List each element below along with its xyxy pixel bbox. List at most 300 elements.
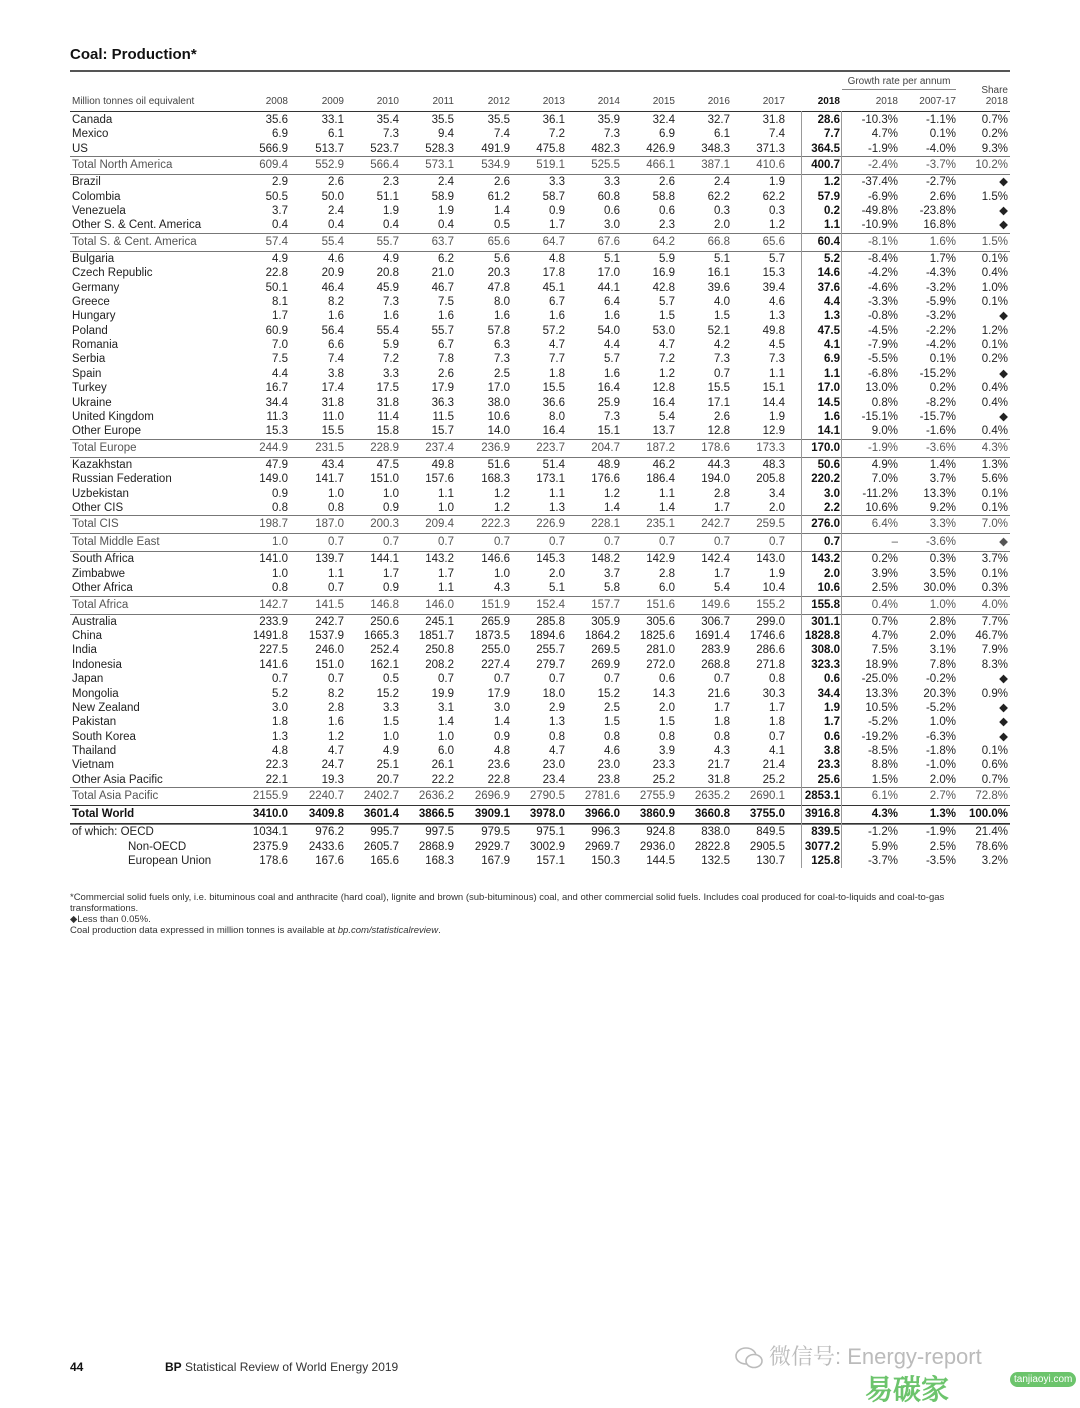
growth-0717-cell: 1.4% <box>929 458 956 471</box>
value-cell: 1851.7 <box>418 629 454 642</box>
value-cell: 31.8 <box>376 396 399 409</box>
column-divider <box>841 111 842 868</box>
value-cell: 252.4 <box>370 644 399 657</box>
value-cell: 0.8 <box>604 730 620 743</box>
growth-0717-cell: 2.6% <box>929 190 956 203</box>
value-cell: 8.2 <box>328 295 344 308</box>
value-cell: 233.9 <box>259 615 288 628</box>
value-cell: 4.2 <box>714 339 730 352</box>
growth-2018-cell: -15.1% <box>861 411 898 424</box>
growth-2018-cell: 0.8% <box>871 396 898 409</box>
value-cell: 15.7 <box>431 425 454 438</box>
value-cell: 259.5 <box>756 518 785 531</box>
value-cell: 3.3 <box>604 176 620 189</box>
growth-0717-cell: 2.0% <box>929 629 956 642</box>
growth-2018-cell: 9.0% <box>871 425 898 438</box>
growth-0717-cell: 7.8% <box>929 658 956 671</box>
value-cell: 142.9 <box>646 553 675 566</box>
row-label: Uzbekistan <box>72 487 129 500</box>
value-cell: 475.8 <box>536 142 565 155</box>
value-cell: 6.0 <box>659 582 675 595</box>
data-table <box>70 113 1010 868</box>
table-row <box>70 687 1010 701</box>
value-cell: 513.7 <box>315 142 344 155</box>
value-cell: 0.7 <box>438 536 454 549</box>
table-row <box>70 281 1010 295</box>
value-cell: 0.7 <box>328 582 344 595</box>
row-label: Thailand <box>72 745 117 758</box>
value-cell: 23.8 <box>597 773 620 786</box>
value-cell: 0.7 <box>714 536 730 549</box>
value-cell: 1.9 <box>769 411 785 424</box>
value-cell: 1.0 <box>438 501 454 514</box>
footnote-link[interactable]: bp.com/statisticalreview <box>337 925 439 936</box>
growth-0717-cell: -3.6% <box>925 536 956 549</box>
value-cell: 4.4 <box>272 367 288 380</box>
growth-0717-cell: 16.8% <box>923 219 956 232</box>
growth-2018-cell: 18.9% <box>865 658 898 671</box>
table-row <box>70 487 1010 501</box>
value-cell: 1.7 <box>714 501 730 514</box>
value-cell: 1.4 <box>494 204 510 217</box>
share-cell: ◆ <box>999 716 1008 729</box>
value-cell: 9.4 <box>438 128 454 141</box>
value-cell: 30.3 <box>762 687 785 700</box>
value-cell: 34.4 <box>265 396 288 409</box>
value-cell: 151.6 <box>646 598 675 611</box>
growth-0717-cell: 1.3% <box>929 808 956 821</box>
value-cell: 61.2 <box>487 190 510 203</box>
value-cell: 305.6 <box>646 615 675 628</box>
growth-0717-cell: -3.7% <box>925 159 956 172</box>
table-total-row <box>70 439 1010 457</box>
value-cell: 5.7 <box>604 353 620 366</box>
share-cell: 46.7% <box>975 629 1008 642</box>
value-cell: 35.9 <box>597 114 620 126</box>
share-cell: 1.5% <box>981 235 1008 248</box>
value-cell: 3860.9 <box>639 808 675 821</box>
value-cell: 1.5 <box>659 716 675 729</box>
row-label: Total Europe <box>72 441 137 454</box>
value-cell: 838.0 <box>701 826 730 839</box>
value-cell: 22.8 <box>265 267 288 280</box>
value-cell: 2.6 <box>494 176 510 189</box>
value-cell: 46.7 <box>431 281 454 294</box>
value-cell: 306.7 <box>701 615 730 628</box>
value-cell: 246.0 <box>315 644 344 657</box>
row-label: Japan <box>72 673 104 686</box>
value-cell: 525.5 <box>591 159 620 172</box>
growth-2018-cell: 4.9% <box>871 458 898 471</box>
value-cell: 18.0 <box>542 687 565 700</box>
value-cell: 5.1 <box>714 252 730 265</box>
value-cell: 17.5 <box>376 382 399 395</box>
growth-2018-cell: 6.4% <box>871 518 898 531</box>
value-cell: 2.0 <box>659 701 675 714</box>
value-cell: 25.1 <box>376 759 399 772</box>
share-cell: ◆ <box>999 204 1008 217</box>
value-cell: 12.8 <box>707 425 730 438</box>
growth-0717-cell: 2.5% <box>929 840 956 853</box>
value-cell: 3.4 <box>769 487 785 500</box>
value-cell: 1691.4 <box>694 629 730 642</box>
value-cell: 168.3 <box>425 855 454 868</box>
value-cell: 11.0 <box>322 411 344 424</box>
value-cell: 2155.9 <box>252 790 288 803</box>
value-cell: 1825.6 <box>639 629 675 642</box>
value-2018: 6.9 <box>824 353 840 366</box>
share-cell: 78.6% <box>975 840 1008 853</box>
value-cell: 4.1 <box>769 745 785 758</box>
share-cell: ◆ <box>999 367 1008 380</box>
value-cell: 66.8 <box>707 235 730 248</box>
value-cell: 130.7 <box>756 855 785 868</box>
share-cell: 100.0% <box>968 808 1008 821</box>
growth-2018-cell: 7.5% <box>871 644 898 657</box>
growth-0717-cell: 1.0% <box>929 716 956 729</box>
share-cell: 4.3% <box>981 441 1008 454</box>
value-cell: 1.1 <box>769 367 785 380</box>
value-cell: 609.4 <box>259 159 288 172</box>
growth-2018-cell: 10.5% <box>865 701 898 714</box>
value-cell: 0.4 <box>438 219 454 232</box>
value-cell: 46.2 <box>652 458 675 471</box>
row-label: of which: OECD <box>72 826 154 839</box>
value-2018: 3.0 <box>824 487 840 500</box>
value-cell: 1894.6 <box>529 629 565 642</box>
value-cell: 534.9 <box>481 159 510 172</box>
value-cell: 4.7 <box>549 339 565 352</box>
value-cell: 348.3 <box>701 142 730 155</box>
year-header: 2015 <box>652 96 675 107</box>
year-header: 2014 <box>597 96 620 107</box>
growth-0717-cell: 0.2% <box>929 382 956 395</box>
value-cell: 1.8 <box>714 716 730 729</box>
value-cell: 2636.2 <box>418 790 454 803</box>
row-label: Romania <box>72 339 119 352</box>
table-row <box>70 324 1010 338</box>
year-header: 2016 <box>707 96 730 107</box>
growth-0717-cell: -15.7% <box>919 411 956 424</box>
growth-2018-cell: -5.2% <box>867 716 898 729</box>
value-cell: 141.6 <box>259 658 288 671</box>
value-cell: 5.9 <box>659 252 675 265</box>
value-cell: 31.8 <box>762 114 785 126</box>
growth-0717-cell: -5.2% <box>925 701 956 714</box>
value-cell: 979.5 <box>481 826 510 839</box>
value-cell: 0.9 <box>549 204 565 217</box>
value-2018: 37.6 <box>817 281 840 294</box>
growth-0717-cell: -1.9% <box>925 826 956 839</box>
value-cell: 1665.3 <box>363 629 399 642</box>
value-cell: 32.7 <box>707 114 730 126</box>
value-cell: 17.0 <box>487 382 510 395</box>
year-header: 2013 <box>542 96 565 107</box>
value-cell: 849.5 <box>756 826 785 839</box>
value-cell: 53.0 <box>652 324 675 337</box>
value-cell: 0.7 <box>328 536 344 549</box>
value-cell: 4.3 <box>714 745 730 758</box>
share-cell: 0.9% <box>981 687 1008 700</box>
value-cell: 47.9 <box>265 458 288 471</box>
growth-rate-header: Growth rate per annum <box>847 76 951 87</box>
table-total-row <box>70 596 1010 614</box>
value-cell: 0.9 <box>494 730 510 743</box>
value-cell: 0.3 <box>769 204 785 217</box>
watermark-text: 微信号: Energy-report <box>769 1344 982 1369</box>
value-cell: 6.3 <box>494 339 510 352</box>
value-cell: 25.2 <box>652 773 675 786</box>
growth-2018-cell: -10.9% <box>861 219 898 232</box>
value-cell: 281.0 <box>646 644 675 657</box>
value-2018: 1.9 <box>824 701 840 714</box>
value-cell: 49.8 <box>762 324 785 337</box>
row-label: Brazil <box>72 176 101 189</box>
share-cell: 7.9% <box>981 644 1008 657</box>
share-year: 2018 <box>985 96 1008 107</box>
value-cell: 0.8 <box>549 730 565 743</box>
table-world-row <box>70 805 1010 824</box>
value-cell: 167.9 <box>481 855 510 868</box>
value-cell: 157.1 <box>536 855 565 868</box>
table-row <box>70 840 1010 854</box>
row-label: Total World <box>72 808 135 821</box>
value-cell: 245.1 <box>425 615 454 628</box>
growth-2018-cell: -7.9% <box>867 339 898 352</box>
value-cell: 1.0 <box>438 730 454 743</box>
value-cell: 23.0 <box>597 759 620 772</box>
share-cell: ◆ <box>999 310 1008 323</box>
share-cell: 3.7% <box>981 553 1008 566</box>
value-cell: 1.4 <box>659 501 675 514</box>
value-cell: 2755.9 <box>639 790 675 803</box>
growth-2018-cell: -1.9% <box>867 142 898 155</box>
table-row <box>70 472 1010 486</box>
value-cell: 1.6 <box>438 310 454 323</box>
value-cell: 23.4 <box>542 773 565 786</box>
value-cell: 387.1 <box>701 159 730 172</box>
value-cell: 194.0 <box>701 473 730 486</box>
value-2018: 276.0 <box>811 518 840 531</box>
value-cell: 0.5 <box>383 673 399 686</box>
table-row <box>70 824 1010 839</box>
value-cell: 2.3 <box>659 219 675 232</box>
growth-2018-cell: -0.8% <box>867 310 898 323</box>
value-2018: 1.3 <box>824 310 840 323</box>
value-cell: 1.5 <box>659 310 675 323</box>
value-cell: 7.7 <box>549 353 565 366</box>
value-2018: 3.8 <box>824 745 840 758</box>
growth-2018-cell: 10.6% <box>865 501 898 514</box>
value-cell: 45.9 <box>376 281 399 294</box>
table-row <box>70 381 1010 395</box>
growth-2018-cell: -3.3% <box>867 295 898 308</box>
share-cell: 5.6% <box>981 473 1008 486</box>
value-cell: 50.0 <box>321 190 344 203</box>
value-cell: 2822.8 <box>694 840 730 853</box>
value-cell: 162.1 <box>370 658 399 671</box>
value-cell: 204.7 <box>591 441 620 454</box>
value-cell: 8.0 <box>494 295 510 308</box>
value-cell: 2.6 <box>438 367 454 380</box>
value-cell: 7.5 <box>272 353 288 366</box>
year-header: 2018 <box>817 96 840 107</box>
row-label: Canada <box>72 114 113 126</box>
value-cell: 45.1 <box>542 281 565 294</box>
table-row <box>70 367 1010 381</box>
value-cell: 17.8 <box>542 267 565 280</box>
value-2018: 2853.1 <box>804 790 840 803</box>
share-cell: 0.2% <box>981 353 1008 366</box>
value-cell: 4.7 <box>549 745 565 758</box>
value-2018: 1.1 <box>824 367 840 380</box>
value-cell: 23.3 <box>652 759 675 772</box>
value-cell: 268.8 <box>701 658 730 671</box>
table-row <box>70 266 1010 280</box>
value-cell: 8.0 <box>549 411 565 424</box>
value-cell: 0.6 <box>604 204 620 217</box>
value-cell: 0.6 <box>659 673 675 686</box>
row-label: Spain <box>72 367 102 380</box>
row-label: Kazakhstan <box>72 458 133 471</box>
value-cell: 2.5 <box>494 367 510 380</box>
value-cell: 426.9 <box>646 142 675 155</box>
growth-2018-cell: 1.5% <box>871 773 898 786</box>
value-cell: 1491.8 <box>252 629 288 642</box>
growth-0717-cell: 3.3% <box>929 518 956 531</box>
value-cell: 2402.7 <box>363 790 399 803</box>
value-2018: 170.0 <box>811 441 840 454</box>
value-cell: 11.5 <box>432 411 454 424</box>
value-cell: 4.9 <box>383 745 399 758</box>
growth-0717-cell: 0.1% <box>929 128 956 141</box>
value-cell: 157.7 <box>591 598 620 611</box>
value-cell: 1.0 <box>383 487 399 500</box>
share-cell: ◆ <box>999 701 1008 714</box>
value-2018: 57.9 <box>817 190 840 203</box>
value-cell: 21.7 <box>707 759 730 772</box>
row-label: Total S. & Cent. America <box>72 235 197 248</box>
value-cell: 4.6 <box>328 252 344 265</box>
value-cell: 0.7 <box>714 673 730 686</box>
row-label: Germany <box>72 281 120 294</box>
value-cell: 4.3 <box>494 582 510 595</box>
table-total-row <box>70 515 1010 533</box>
value-cell: 200.3 <box>370 518 399 531</box>
value-cell: 1.6 <box>494 310 510 323</box>
value-cell: 48.9 <box>597 458 620 471</box>
table-total-row <box>70 233 1010 251</box>
value-cell: 4.6 <box>769 295 785 308</box>
value-cell: 3.0 <box>604 219 620 232</box>
value-cell: 279.7 <box>536 658 565 671</box>
table-row <box>70 551 1010 566</box>
growth-2018-header: 2018 <box>875 96 898 107</box>
growth-0717-cell: -4.0% <box>925 142 956 155</box>
value-cell: 20.7 <box>376 773 399 786</box>
value-cell: 222.3 <box>481 518 510 531</box>
value-cell: 0.7 <box>714 367 730 380</box>
footnote-availability <box>70 925 1010 936</box>
growth-0717-cell: -0.2% <box>925 673 956 686</box>
value-cell: 52.1 <box>707 324 730 337</box>
share-cell: 72.8% <box>975 790 1008 803</box>
value-cell: 178.6 <box>701 441 730 454</box>
year-header: 2012 <box>487 96 510 107</box>
row-label: Pakistan <box>72 716 117 729</box>
row-label: Ukraine <box>72 396 112 409</box>
growth-2018-cell: 13.0% <box>865 382 898 395</box>
growth-2018-cell: 2.5% <box>871 582 898 595</box>
value-cell: 2635.2 <box>694 790 730 803</box>
value-cell: 1537.9 <box>308 629 344 642</box>
value-cell: 2696.9 <box>474 790 510 803</box>
row-label: South Africa <box>72 553 135 566</box>
value-cell: 7.2 <box>659 353 675 366</box>
value-2018: 5.2 <box>824 252 840 265</box>
growth-2018-cell: – <box>891 536 898 549</box>
table-row <box>70 629 1010 643</box>
value-cell: 187.0 <box>315 518 344 531</box>
value-cell: 141.0 <box>259 553 288 566</box>
value-cell: 150.3 <box>591 855 620 868</box>
value-cell: 1.3 <box>272 730 288 743</box>
value-2018: 125.8 <box>811 855 840 868</box>
value-cell: 16.4 <box>652 396 675 409</box>
row-label: Colombia <box>72 190 121 203</box>
value-cell: 5.2 <box>272 687 288 700</box>
growth-2018-cell: -37.4% <box>861 176 898 189</box>
growth-0717-cell: -3.6% <box>925 441 956 454</box>
value-cell: 231.5 <box>315 441 344 454</box>
value-cell: 1.8 <box>549 367 565 380</box>
table-row <box>70 142 1010 156</box>
value-cell: 0.4 <box>328 219 344 232</box>
share-cell: 7.0% <box>981 518 1008 531</box>
table-row <box>70 174 1010 189</box>
row-label: Other S. & Cent. America <box>72 219 202 232</box>
value-cell: 15.2 <box>597 687 620 700</box>
value-cell: 1.9 <box>769 176 785 189</box>
table-row <box>70 309 1010 323</box>
row-label: Poland <box>72 324 108 337</box>
value-2018: 839.5 <box>811 826 840 839</box>
value-2018: 400.7 <box>811 159 840 172</box>
growth-0717-cell: 30.0% <box>923 582 956 595</box>
value-cell: 283.9 <box>701 644 730 657</box>
value-cell: 7.4 <box>328 353 344 366</box>
share-label: Share <box>981 85 1008 96</box>
value-cell: 7.4 <box>769 128 785 141</box>
value-cell: 16.9 <box>652 267 675 280</box>
value-2018: 14.6 <box>817 267 840 280</box>
value-cell: 1.9 <box>438 204 454 217</box>
value-cell: 42.8 <box>652 281 675 294</box>
growth-0717-cell: 2.7% <box>929 790 956 803</box>
share-cell: 0.7% <box>981 773 1008 786</box>
row-label: Greece <box>72 295 110 308</box>
share-cell: 0.3% <box>981 582 1008 595</box>
value-cell: 250.8 <box>425 644 454 657</box>
value-cell: 17.1 <box>707 396 730 409</box>
value-cell: 64.2 <box>652 235 675 248</box>
value-cell: 44.1 <box>597 281 620 294</box>
row-label: Venezuela <box>72 204 126 217</box>
value-cell: 5.4 <box>714 582 730 595</box>
value-cell: 3.0 <box>494 701 510 714</box>
value-cell: 4.4 <box>604 339 620 352</box>
value-cell: 1.7 <box>272 310 288 323</box>
